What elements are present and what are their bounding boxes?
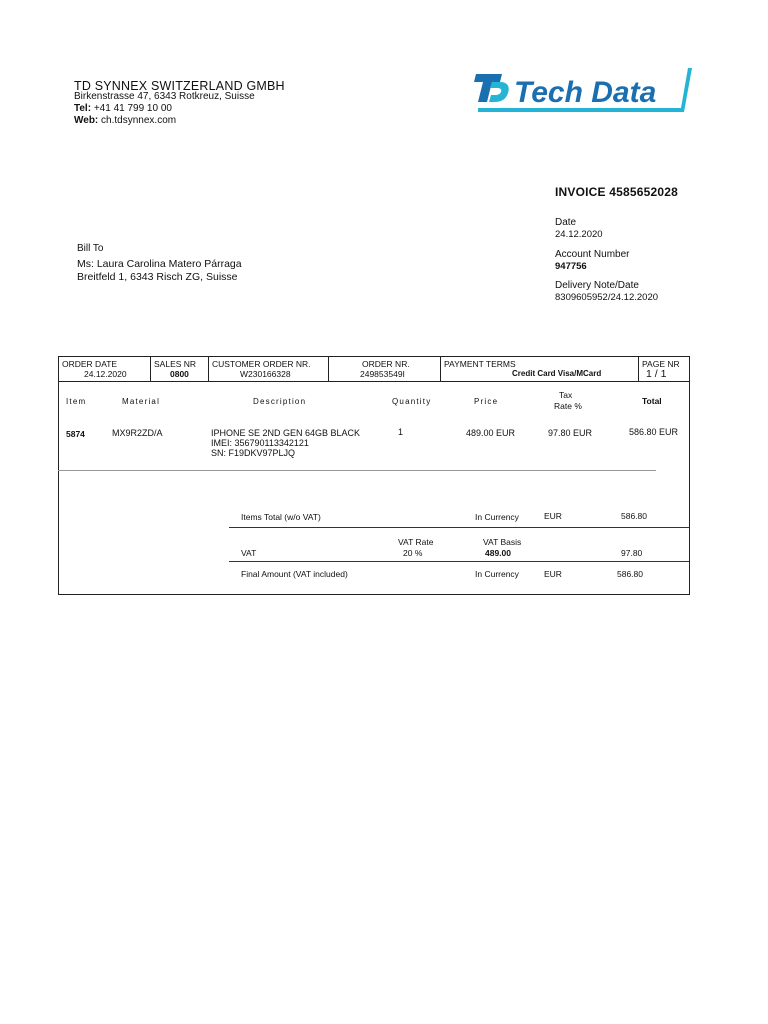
date-value: 24.12.2020: [555, 229, 603, 240]
line-item-imei: IMEI: 356790113342121: [211, 438, 309, 448]
col-description: Description: [253, 397, 307, 406]
customer-name: Laura Carolina Matero Párraga: [96, 258, 242, 270]
tech-data-logo: [470, 66, 694, 114]
sales-nr-value: 0800: [170, 369, 189, 379]
totals-divider-2: [229, 561, 689, 562]
items-total-value: 586.80: [621, 511, 647, 521]
order-nr-label: ORDER NR.: [362, 359, 410, 369]
account-label: Account Number: [555, 249, 630, 260]
bill-to-label: Bill To: [77, 243, 104, 254]
final-currency: EUR: [544, 569, 562, 579]
tel-value: +41 41 799 10 00: [93, 103, 172, 114]
line-item-description: IPHONE SE 2ND GEN 64GB BLACK: [211, 428, 361, 438]
tel-label: Tel:: [74, 103, 92, 114]
bill-to-address: Breitfeld 1, 6343 Risch ZG, Suisse: [77, 271, 238, 283]
line-item-number: 5874: [66, 429, 85, 439]
vat-basis-label: VAT Basis: [483, 537, 522, 547]
seller-web: [74, 115, 176, 126]
final-amount-value: 586.80: [617, 569, 643, 579]
web-label: Web:: [74, 115, 99, 126]
date-label: Date: [555, 217, 577, 228]
name-prefix: Ms:: [77, 258, 94, 270]
line-item-material: MX9R2ZD/A: [112, 428, 163, 438]
col-tax-rate: Rate %: [554, 401, 582, 411]
vat-rate-label: VAT Rate: [398, 537, 434, 547]
page-nr-value: 1 / 1: [646, 368, 667, 380]
line-item-price: 489.00 EUR: [466, 428, 516, 438]
totals-divider-1: [229, 527, 689, 528]
customer-order-value: W230166328: [240, 369, 291, 379]
order-date-label: ORDER DATE: [62, 359, 118, 369]
payment-terms-label: PAYMENT TERMS: [444, 359, 516, 369]
page-nr-label: PAGE NR: [642, 359, 680, 369]
customer-order-label: CUSTOMER ORDER NR.: [212, 359, 311, 369]
order-header-row: [58, 356, 690, 382]
line-item-sn: SN: F19DKV97PLJQ: [211, 448, 296, 458]
vat-label: VAT: [241, 548, 257, 558]
invoice-table: [58, 356, 690, 595]
currency-value: EUR: [544, 511, 562, 521]
col-quantity: Quantity: [392, 397, 432, 406]
payment-terms-value: Credit Card Visa/MCard: [512, 369, 602, 378]
col-material: Material: [122, 397, 161, 406]
in-currency-label: In Currency: [475, 512, 519, 522]
line-item-tax: 97.80 EUR: [548, 428, 593, 438]
col-item: Item: [66, 397, 87, 406]
sales-nr-label: SALES NR: [154, 359, 197, 369]
logo-text: Tech Data: [514, 76, 657, 109]
account-value: 947756: [555, 261, 587, 272]
line-item-total: 586.80 EUR: [629, 427, 679, 437]
delivery-value: 8309605952/24.12.2020: [555, 292, 659, 303]
vat-rate-value: 20 %: [403, 548, 423, 558]
line-item-quantity: 1: [398, 427, 404, 437]
vat-amount: 97.80: [621, 548, 643, 558]
col-tax: Tax: [559, 390, 573, 400]
web-value: ch.tdsynnex.com: [101, 115, 177, 126]
order-date-value: 24.12.2020: [84, 369, 127, 379]
seller-name: TD SYNNEX SWITZERLAND GMBH: [74, 79, 285, 93]
items-divider: [58, 470, 656, 471]
final-amount-label: Final Amount (VAT included): [241, 569, 348, 579]
delivery-label: Delivery Note/Date: [555, 280, 639, 291]
invoice-title: INVOICE 4585652028: [555, 185, 679, 199]
order-nr-value: 249853549I: [360, 369, 405, 379]
col-total: Total: [642, 396, 662, 406]
col-price: Price: [474, 397, 499, 406]
vat-basis-value: 489.00: [485, 548, 511, 558]
seller-address: Birkenstrasse 47, 6343 Rotkreuz, Suisse: [74, 91, 255, 102]
final-in-currency-label: In Currency: [475, 569, 519, 579]
seller-tel: [74, 103, 172, 114]
bill-to-name: [77, 258, 242, 270]
items-total-label: Items Total (w/o VAT): [241, 512, 321, 522]
